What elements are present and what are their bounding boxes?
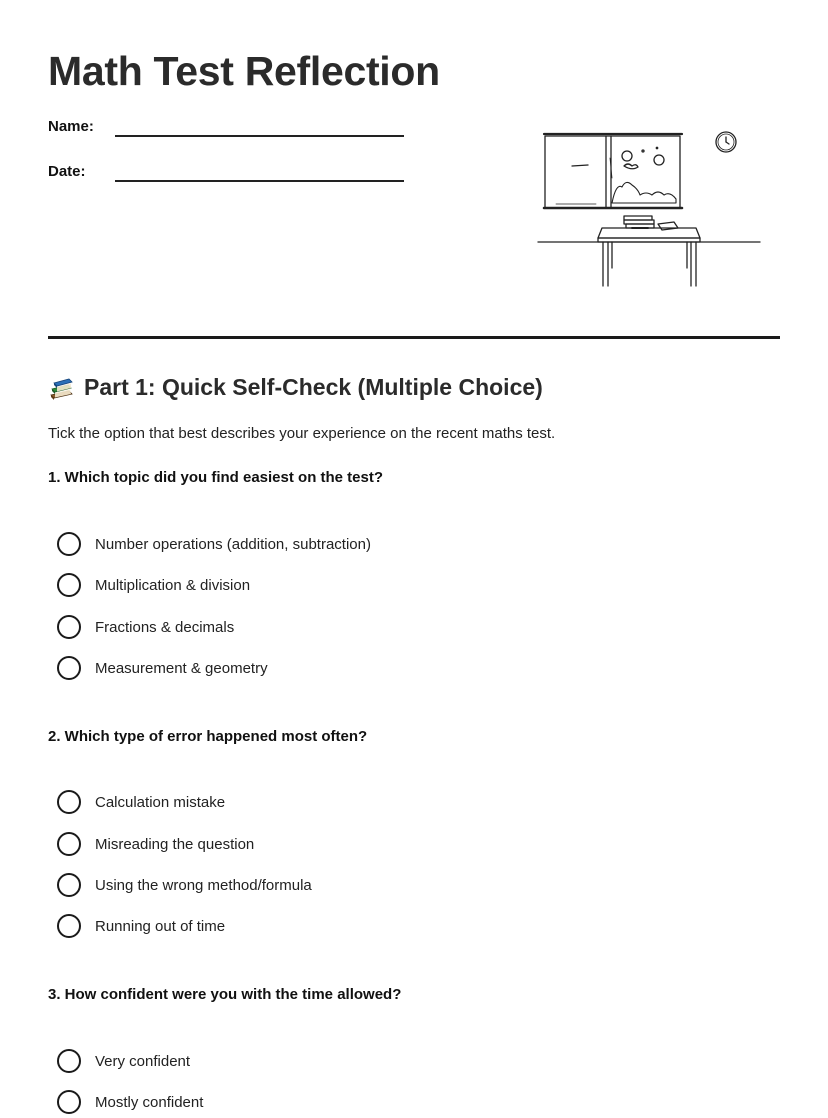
option-label: Misreading the question: [95, 835, 255, 853]
name-field: [48, 118, 404, 135]
q1-option-1[interactable]: [57, 531, 371, 557]
option-label: Fractions & decimals: [95, 618, 235, 636]
option-label: Running out of time: [95, 917, 226, 935]
option-label: Very confident: [95, 1052, 191, 1070]
option-label: Multiplication & division: [95, 576, 251, 594]
radio-button[interactable]: [57, 873, 81, 897]
option-label: Number operations (addition, subtraction): [95, 535, 371, 553]
part1-intro: Tick the option that best describes your experience on the recent maths test.: [48, 425, 556, 442]
classroom-illustration-icon: [536, 128, 762, 292]
question-1: 1. Which topic did you find easiest on the test?: [48, 469, 384, 486]
radio-button[interactable]: [57, 532, 81, 556]
question-2: 2. Which type of error happened most often?: [48, 728, 368, 745]
q2-option-4[interactable]: [57, 913, 225, 939]
radio-button[interactable]: [57, 1090, 81, 1114]
radio-button[interactable]: [57, 790, 81, 814]
name-input-line[interactable]: [115, 123, 404, 137]
q1-option-4[interactable]: [57, 655, 268, 681]
page-title: Math Test Reflection: [48, 48, 440, 94]
radio-button[interactable]: [57, 615, 81, 639]
option-label: Mostly confident: [95, 1093, 204, 1111]
date-input-line[interactable]: [115, 168, 404, 182]
question-3: 3. How confident were you with the time allowed?: [48, 986, 402, 1003]
option-label: Using the wrong method/formula: [95, 876, 312, 894]
books-icon: [48, 375, 74, 401]
radio-button[interactable]: [57, 1049, 81, 1073]
part1-heading: [48, 374, 543, 401]
radio-button[interactable]: [57, 832, 81, 856]
date-label: Date:: [48, 163, 86, 180]
radio-button[interactable]: [57, 914, 81, 938]
q3-option-2[interactable]: [57, 1089, 203, 1115]
date-field: [48, 163, 404, 180]
q1-option-3[interactable]: [57, 614, 234, 640]
q1-option-2[interactable]: [57, 572, 250, 598]
option-label: Measurement & geometry: [95, 659, 268, 677]
q2-option-1[interactable]: [57, 789, 225, 815]
q2-option-2[interactable]: [57, 831, 254, 857]
part1-heading-text: Part 1: Quick Self-Check (Multiple Choice): [84, 374, 543, 400]
q2-option-3[interactable]: [57, 872, 312, 898]
option-label: Calculation mistake: [95, 793, 226, 811]
radio-button[interactable]: [57, 656, 81, 680]
section-divider: [48, 336, 780, 339]
q3-option-1[interactable]: [57, 1048, 190, 1074]
radio-button[interactable]: [57, 573, 81, 597]
name-label: Name:: [48, 118, 94, 135]
